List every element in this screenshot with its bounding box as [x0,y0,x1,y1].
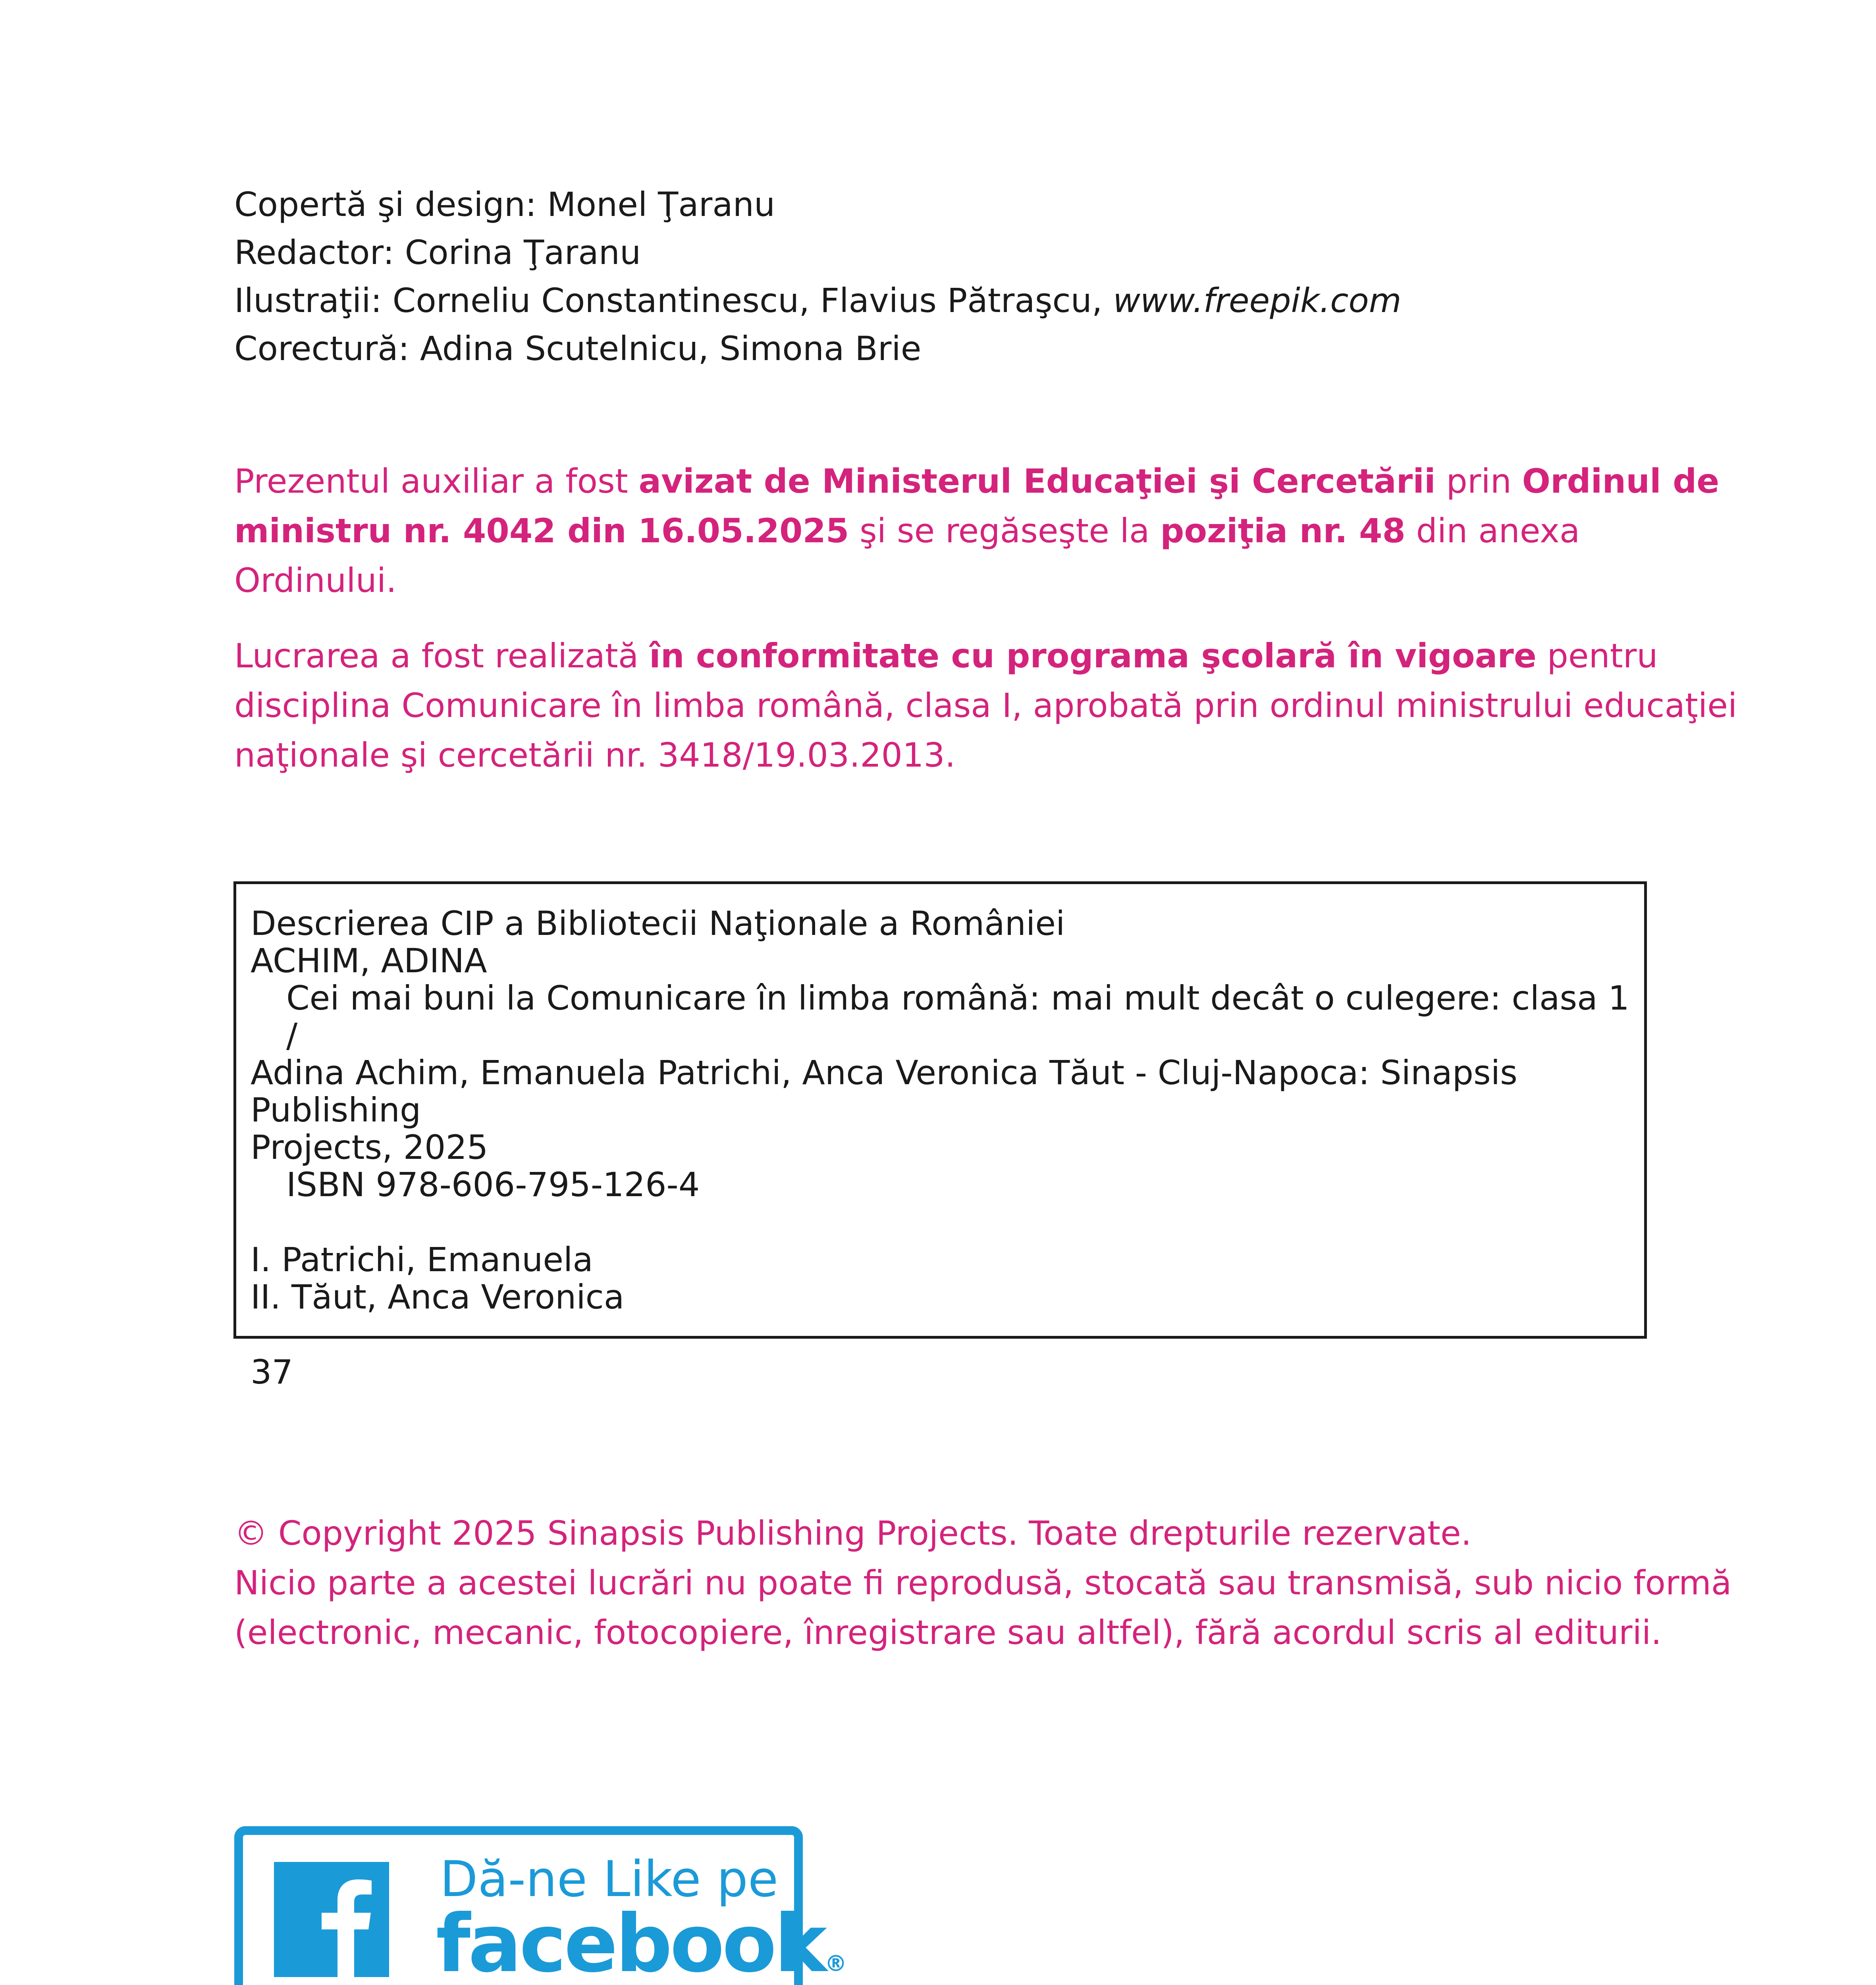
credit-cover: Copertă şi design: Monel Ţaranu [234,185,775,224]
cip-coauthor1: I. Patrichi, Emanuela [251,1240,593,1279]
conformity-notice [234,631,1763,780]
approval-text-2: prin [1435,462,1522,501]
facebook-brand-text: facebook [436,1898,825,1985]
approval-bold-3: poziţia nr. 48 [1160,511,1406,550]
approval-text-3: şi se regăseşte la [849,511,1161,550]
approval-text-4: din anexa Ordinului. [234,511,1580,600]
cip-title-line3: Projects, 2025 [251,1128,488,1167]
credit-editor: Redactor: Corina Ţaranu [234,233,641,272]
facebook-cta-text: Dă-ne Like pe [440,1851,779,1908]
freepik-link[interactable]: www.freepik.com [1113,281,1402,320]
cip-description-box [233,881,1647,1391]
cip-author: ACHIM, ADINA [251,941,487,980]
facebook-wordmark: facebook® [436,1898,847,1985]
cip-title-line1: Cei mai buni la Comunicare în limba română: mai mult decât o culegere: clasa 1 / [286,979,1629,1055]
copyright-line2: Nicio parte a acestei lucrări nu poate fi reprodusă, stocată sau transmisă, sub nicio formă (electronic, mecanic, fotocopiere, înregistrare sau altfel), fără acordul scris al editurii. [234,1563,1732,1652]
cip-isbn: ISBN 978-606-795-126-4 [286,1165,700,1204]
approval-bold-2: Ordinul de ministru nr. 4042 din 16.05.2025 [234,462,1720,550]
approval-text-1: Prezentul auxiliar a fost [234,462,639,501]
credit-proofreading: Corectură: Adina Scutelnicu, Simona Brie [234,329,922,368]
cip-coauthor2: II. Tăut, Anca Veronica [251,1278,625,1316]
copyright-line1: © Copyright 2025 Sinapsis Publishing Projects. Toate drepturile rezervate. [234,1514,1472,1553]
credits-block [234,181,1402,373]
cip-heading: Descrierea CIP a Bibliotecii Naţionale a României [251,904,1065,943]
approval-bold-1: avizat de Ministerul Educaţiei şi Cercetării [638,462,1436,501]
approval-notice [234,457,1743,605]
conformity-bold: în conformitate cu programa şcolară în vigoare [649,636,1537,675]
facebook-logo-icon [274,1862,389,1977]
conformity-text-2: pentru disciplina Comunicare în limba română, clasa I, aprobată prin ordinul ministrului educaţiei naţionale şi cercetării nr. 3418/19.03.2013. [234,636,1737,775]
credit-illustrations [234,277,1402,325]
illustrations-text: Ilustraţii: Corneliu Constantinescu, Flavius Pătraşcu, [234,281,1113,320]
conformity-text-1: Lucrarea a fost realizată [234,636,650,675]
copyright-notice [234,1509,1783,1657]
cip-title-line2: Adina Achim, Emanuela Patrichi, Anca Veronica Tăut - Cluj-Napoca: Sinapsis Publishing [251,1053,1517,1129]
cip-class-number: 37 [251,1353,293,1391]
